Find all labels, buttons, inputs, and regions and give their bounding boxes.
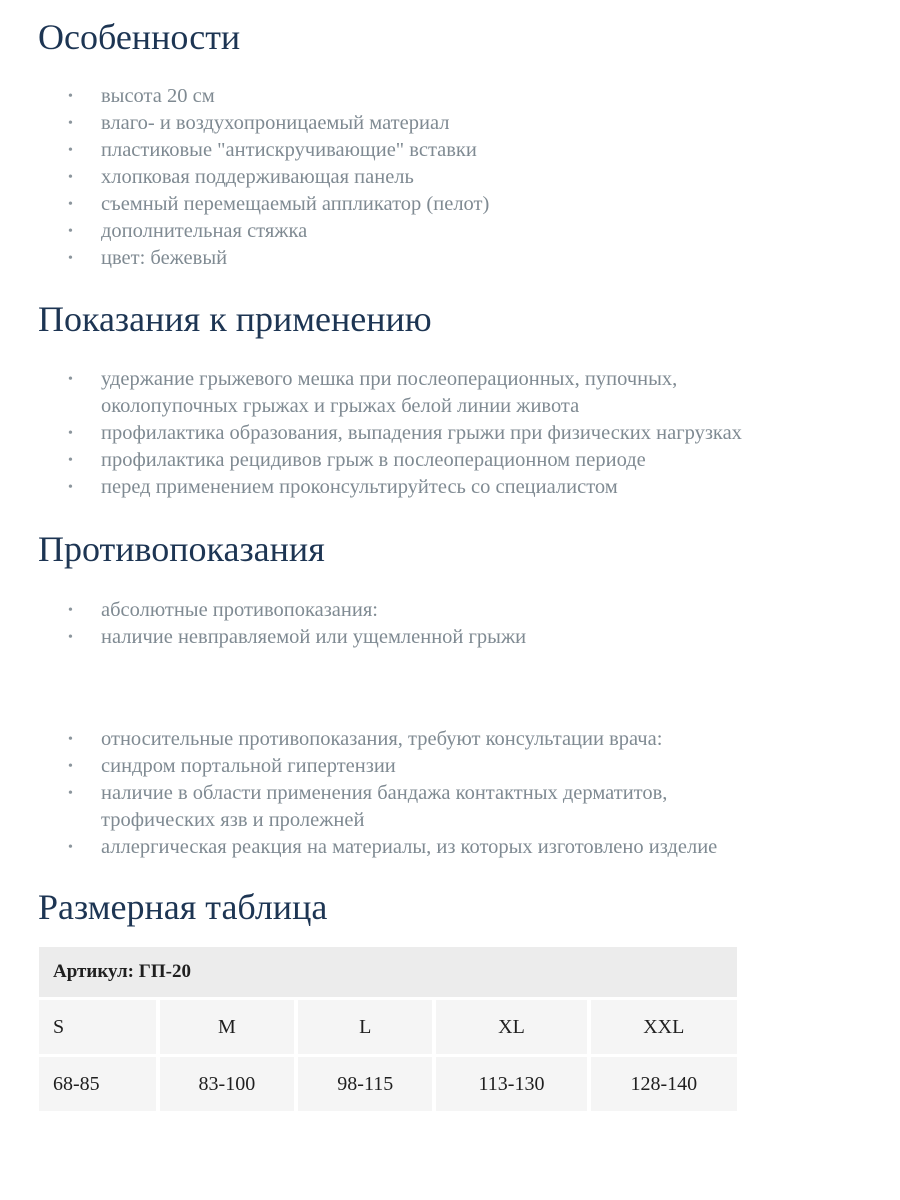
contraindications-item: • аллергическая реакция на материалы, из которых изготовлено изделие [0,834,861,861]
table-row [39,1000,737,1054]
indications-item: • перед применением проконсультируйтесь со специалистом [0,474,861,501]
size-cell: L [298,1000,432,1054]
absolute-contraindications-list [0,597,861,651]
size-cell: S [39,1000,156,1054]
size-cell: XL [436,1000,586,1054]
indications-item: • профилактика образования, выпадения грыжи при физических нагрузках [0,420,861,447]
range-cell: 83-100 [160,1057,294,1111]
features-heading: Особенности [38,17,241,57]
contraindications-item: • синдром портальной гипертензии [0,753,861,780]
indications-item: • профилактика рецидивов грыж в послеоперационном периоде [0,447,861,474]
article-cell: Артикул: ГП-20 [39,947,737,997]
indications-list [0,366,861,501]
contraindications-item: • относительные противопоказания, требуют консультации врача: [0,726,861,753]
size-cell: M [160,1000,294,1054]
range-cell: 98-115 [298,1057,432,1111]
contraindications-item: • наличие невправляемой или ущемленной грыжи [0,624,861,651]
indications-item: • удержание грыжевого мешка при послеоперационных, пупочных, околопупочных грыжах и грыжах белой линии живота [0,366,801,420]
size-cell: XXL [591,1000,737,1054]
range-cell: 68-85 [39,1057,156,1111]
features-item: • пластиковые "антискручивающие" вставки [0,137,861,164]
contraindications-item: • абсолютные противопоказания: [0,597,861,624]
features-item: • влаго- и воздухопроницаемый материал [0,110,861,137]
range-cell: 113-130 [436,1057,586,1111]
features-item: • высота 20 см [0,83,861,110]
contraindications-item: • наличие в области применения бандажа контактных дерматитов, трофических язв и пролежней [0,780,781,834]
features-item: • хлопковая поддерживающая панель [0,164,861,191]
size-table-heading: Размерная таблица [38,887,328,927]
contraindications-heading: Противопоказания [38,529,325,569]
relative-contraindications-list [0,726,861,861]
table-header-row [39,947,737,997]
size-table [35,944,741,1114]
features-list [0,83,861,272]
range-cell: 128-140 [591,1057,737,1111]
features-item: • цвет: бежевый [0,245,861,272]
features-item: • дополнительная стяжка [0,218,861,245]
table-row [39,1057,737,1111]
features-item: • съемный перемещаемый аппликатор (пелот) [0,191,861,218]
indications-heading: Показания к применению [38,299,432,339]
